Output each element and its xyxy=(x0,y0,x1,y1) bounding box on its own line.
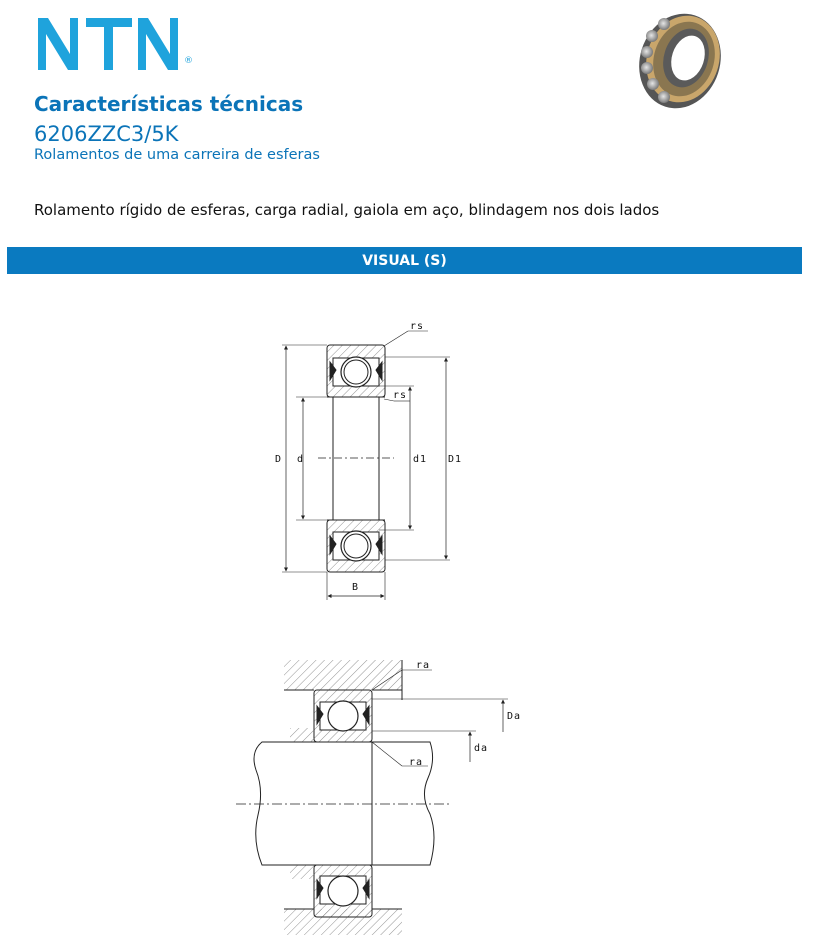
label-ra-top: ra xyxy=(416,660,431,671)
label-D: D xyxy=(275,454,283,465)
label-da: da xyxy=(474,743,489,754)
bearing-section-drawing xyxy=(282,331,450,600)
label-Da: Da xyxy=(507,711,522,722)
label-rs-inner: rs xyxy=(393,390,408,401)
section-header-label: VISUAL (S) xyxy=(362,252,447,269)
label-d: d xyxy=(297,454,305,465)
label-d1: d1 xyxy=(413,454,428,465)
label-D1: D1 xyxy=(448,454,463,465)
page-title: Características técnicas xyxy=(34,92,304,116)
registered-mark: ® xyxy=(184,56,193,66)
mounting-drawing xyxy=(236,660,508,935)
label-B: B xyxy=(352,582,360,593)
label-ra-bottom: ra xyxy=(409,757,424,768)
product-description: Rolamento rígido de esferas, carga radial, gaiola em aço, blindagem nos dois lados xyxy=(34,201,660,219)
product-category: Rolamentos de uma carreira de esferas xyxy=(34,147,320,163)
label-rs-top: rs xyxy=(410,321,425,332)
model-number: 6206ZZC3/5K xyxy=(34,122,179,146)
